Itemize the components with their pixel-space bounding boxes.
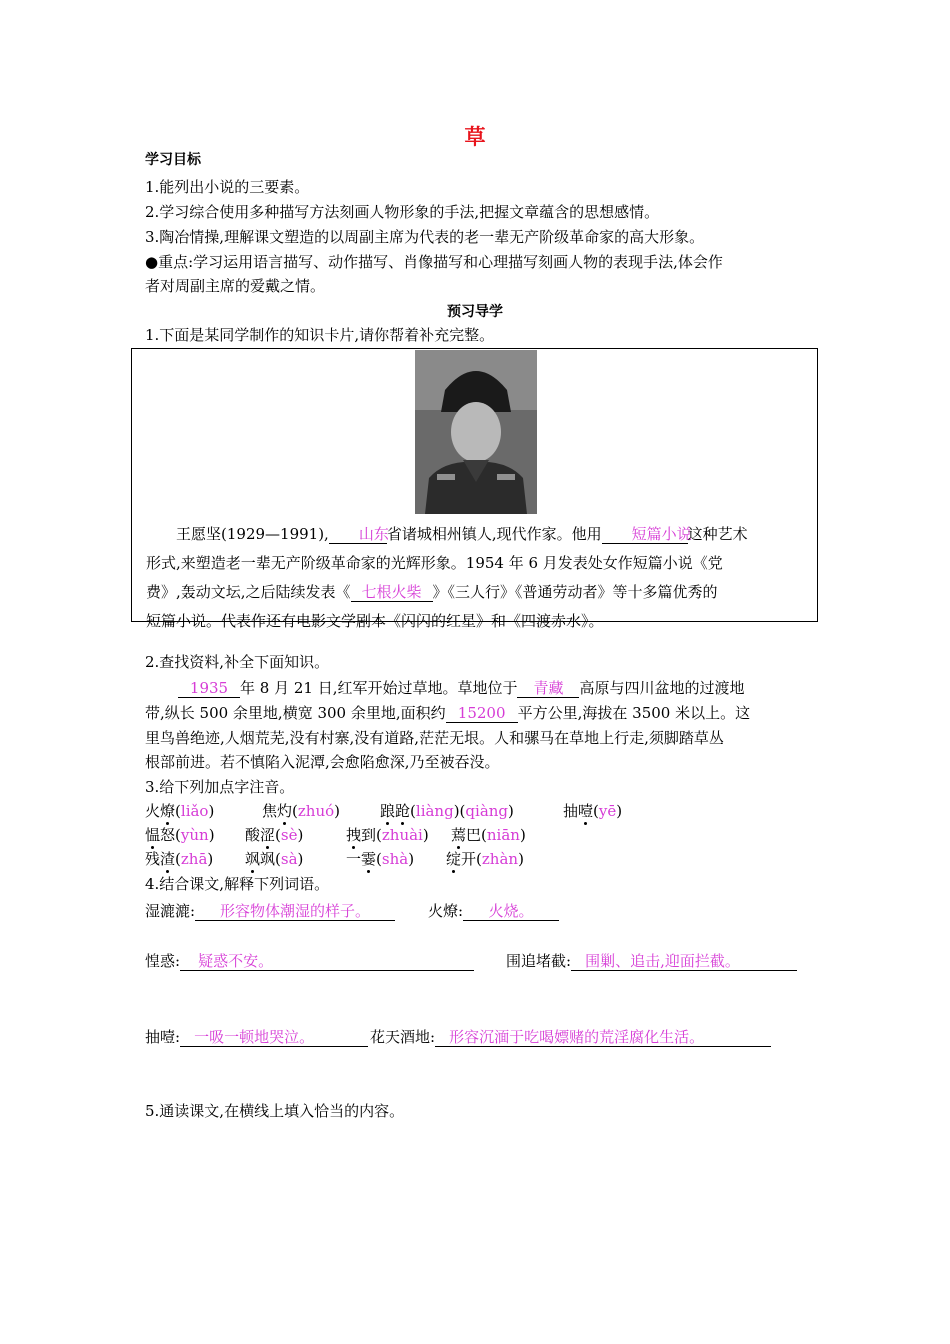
q2-text-a2: 高原与四川盆地的过渡地 bbox=[579, 679, 745, 697]
word-item bbox=[428, 901, 559, 921]
word-row-2 bbox=[145, 951, 740, 971]
author-portrait bbox=[415, 350, 537, 514]
word-term: 惶惑: bbox=[145, 952, 181, 970]
word-term: 花天酒地: bbox=[370, 1028, 436, 1046]
q2-text-b: 带,纵长 500 余里地,横宽 300 余里地,面积约 bbox=[145, 704, 446, 722]
answer-literary-form: 短篇小说 bbox=[602, 525, 688, 544]
word-item bbox=[506, 951, 797, 971]
question-5: 5.通读课文,在横线上填入恰当的内容。 bbox=[145, 1102, 405, 1120]
focus-line-2: 者对周副主席的爱戴之情。 bbox=[145, 277, 326, 295]
question-2: 2.查找资料,补全下面知识。 bbox=[145, 653, 330, 671]
word-answer: 形容物体潮湿的样子。 bbox=[195, 902, 395, 921]
pinyin-item: 残渣(zhā) bbox=[145, 850, 214, 868]
word-term: 围追堵截: bbox=[506, 952, 572, 970]
word-term: 湿漉漉: bbox=[145, 902, 196, 920]
card-text-2: 形式,来塑造老一辈无产阶级革命家的光辉形象。1954 年 6 月发表处女作短篇小说《党 bbox=[146, 554, 723, 572]
word-answer: 形容沉湎于吃喝嫖赌的荒淫腐化生活。 bbox=[435, 1028, 771, 1047]
card-paragraph bbox=[146, 520, 806, 636]
knowledge-card bbox=[131, 348, 818, 630]
word-item bbox=[370, 1027, 771, 1047]
answer-year: 1935 bbox=[178, 679, 240, 698]
pinyin-item: 酸涩(sè) bbox=[245, 826, 304, 844]
card-text-3a: 费》,轰动文坛,之后陆续发表《 bbox=[146, 583, 351, 601]
page-title: 草 bbox=[464, 125, 486, 149]
card-text-4: 短篇小说。代表作还有电影文学剧本《闪闪的红星》和《四渡赤水》。 bbox=[146, 612, 604, 630]
pinyin-item: 绽开(zhàn) bbox=[446, 850, 524, 868]
q2-text-b2: 平方公里,海拔在 3500 米以上。这 bbox=[517, 704, 751, 722]
word-answer: 围剿、追击,迎面拦截。 bbox=[571, 952, 797, 971]
portrait-image bbox=[415, 350, 537, 514]
pinyin-item: 拽到(zhuài) bbox=[346, 826, 429, 844]
answer-work: 七根火柴 bbox=[351, 583, 433, 602]
pinyin-item: 飒飒(sà) bbox=[245, 850, 304, 868]
preview-heading: 预习导学 bbox=[447, 304, 503, 320]
answer-plateau: 青藏 bbox=[517, 679, 579, 698]
card-text-author: 王愿坚(1929—1991), bbox=[176, 525, 329, 543]
goal-item-3: 3.陶冶情操,理解课文塑造的以周副主席为代表的老一辈无产阶级革命家的高大形象。 bbox=[145, 228, 705, 246]
word-row-3 bbox=[145, 1027, 705, 1047]
goals-heading: 学习目标 bbox=[145, 152, 201, 168]
q2-text-a1: 年 8 月 21 日,红军开始过草地。草地位于 bbox=[240, 679, 518, 697]
card-text-3b: 》《三人行》《普通劳动者》等十多篇优秀的 bbox=[432, 583, 718, 601]
answer-area: 15200 bbox=[446, 704, 518, 723]
word-answer: 一吸一顿地哭泣。 bbox=[180, 1028, 368, 1047]
question-4: 4.结合课文,解释下列词语。 bbox=[145, 875, 330, 893]
pinyin-item: 火燎(liǎo) bbox=[145, 802, 215, 820]
word-answer: 疑惑不安。 bbox=[180, 952, 474, 971]
focus-line-1: ●重点:学习运用语言描写、动作描写、肖像描写和心理描写刻画人物的表现手法,体会作 bbox=[145, 253, 723, 271]
word-term: 抽噎: bbox=[145, 1028, 181, 1046]
word-row-1 bbox=[145, 901, 534, 921]
q2-line-4: 根部前进。若不慎陷入泥潭,会愈陷愈深,乃至被吞没。 bbox=[145, 753, 500, 771]
pinyin-item: 踉跄(liàng)(qiàng) bbox=[380, 802, 514, 820]
question-1: 1.下面是某同学制作的知识卡片,请你帮着补充完整。 bbox=[145, 326, 495, 344]
q2-line-1 bbox=[178, 678, 745, 698]
pinyin-item: 蔫巴(niān) bbox=[451, 826, 526, 844]
answer-province: 山东 bbox=[329, 525, 387, 544]
question-3: 3.给下列加点字注音。 bbox=[145, 778, 295, 796]
q2-line-3: 里鸟兽绝迹,人烟荒芜,没有村寨,没有道路,茫茫无垠。人和骡马在草地上行走,须脚踏草丛 bbox=[145, 729, 724, 747]
pinyin-item: 抽噎(yē) bbox=[563, 802, 623, 820]
goal-item-1: 1.能列出小说的三要素。 bbox=[145, 178, 310, 196]
goal-item-2: 2.学习综合使用多种描写方法刻画人物形象的手法,把握文章蕴含的思想感情。 bbox=[145, 203, 660, 221]
q2-line-2 bbox=[145, 703, 750, 723]
pinyin-item: 焦灼(zhuó) bbox=[262, 802, 341, 820]
pinyin-item: 愠怒(yùn) bbox=[145, 826, 215, 844]
pinyin-item: 一霎(shà) bbox=[346, 850, 415, 868]
word-answer: 火烧。 bbox=[463, 902, 559, 921]
card-text-1b: 省诸城相州镇人,现代作家。他用 bbox=[386, 525, 602, 543]
word-term: 火燎: bbox=[428, 902, 464, 920]
card-text-1c: 这种艺术 bbox=[687, 525, 748, 543]
